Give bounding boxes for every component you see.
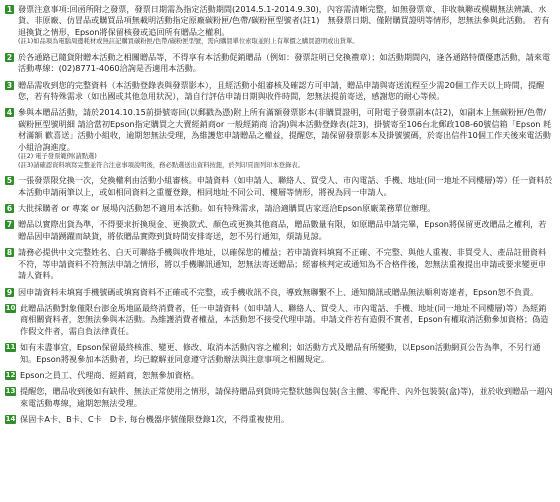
list-item xyxy=(5,303,554,337)
item-number-badge: 7 xyxy=(6,220,13,230)
item-number-badge: 5 xyxy=(6,176,13,186)
list-item-text: 因申請資料未填寫手機號碼或填寫資料不正確或不完整，或手機收訊不良，導致無聯繫不上、通知簡訊或贈品無法順利寄達者，Epson恕不負責。 xyxy=(18,286,539,297)
list-item-note: (註1)如品項為電腦周邊耗材或無註記購買碳粉匣/色帶/碳粉匣型號，需向購買單位索取並附上有單價之購買證明或出貨單。 xyxy=(18,38,359,46)
list-item-text: 大批採購者 or 專案 or 展場內活動恕不適用本活動。如有特殊需求，請洽適購買店家逕洽Epson原廠業務單位辦理。 xyxy=(18,203,436,214)
list-item-body xyxy=(20,370,554,381)
list-item-text: 保固卡A卡、B卡、C卡 D卡, 每台機器序號僅限登錄1次，不得重複使用。 xyxy=(20,414,290,425)
item-number-badge: 8 xyxy=(6,248,13,258)
list-item-body xyxy=(20,386,554,409)
list-item-text: 一張發票限兌換一次，兌換權利由活動小組審核。申請資料（如申請人、聯絡人、買受人、市內電話、手機、地址(同一地址不同樓層)等）任一資料於本活動申請兩筆以上，或如相同資料之重覆登錄，相同地址不同公司、樓層等情形，將視為同一申請人。 xyxy=(18,175,553,197)
list-item-text: Epson之員工、代理商、經銷商，恕無參加資格。 xyxy=(20,369,200,380)
list-item-text: 贈品以實際出貨為準，不得要求折換現金、更換款式、顏色或更換其他商品，贈品數量有限，如原贈品申請完畢，Epson將保留更改贈品之權利，若贈品因申請踴躍而缺貨，將依贈品實際到貨時間安排寄送，恕不另行通知，煩請見諒。 xyxy=(18,219,547,241)
list-item-body xyxy=(18,247,554,281)
list-item-text: 贈品需收到您的完整資料（本活動登錄表與發票影本），且經活動小組審核及確認方可申請，贈品申請與寄送流程至少需20個工作天以上時間，提醒您，若有特殊需求（如出國或其他急用狀況），請自行評估申請日期與收件時間，恕無法提前寄送，感謝您的耐心等候。 xyxy=(18,79,545,102)
list-item xyxy=(5,80,554,103)
list-item-body xyxy=(18,4,554,47)
item-number-badge: 14 xyxy=(5,415,16,424)
list-item-body xyxy=(18,203,554,214)
item-number-badge: 9 xyxy=(6,287,13,297)
list-item-body xyxy=(20,414,554,425)
list-item xyxy=(5,414,554,425)
list-item xyxy=(5,4,554,47)
item-number-badge: 3 xyxy=(6,80,13,90)
list-item xyxy=(5,386,554,409)
list-item xyxy=(5,175,554,198)
list-item-text: 提醒您，贈品收到後如有缺件、無法正常使用之情形，請保持贈品到貨時完整狀態與包裝(含主體、零配件、內外包裝裝(盒)等)，並於收到贈品一週內來電活動專線，逾期恕無法受理。 xyxy=(20,386,553,408)
item-number-badge: 2 xyxy=(6,52,13,62)
list-item-note: (註3)請確認資料填寫完整並符合注意事項說明後，務必點選送出資料按鈕，於列印頁面列印本登錄表。 xyxy=(18,161,304,169)
item-number-badge: 12 xyxy=(5,370,16,379)
list-item-body xyxy=(18,52,554,75)
list-item-text: 發票注意事項:回函所附之發票，發票日期需為指定活動期間(2014.5.1-2014.9.30)，內容需清晰完整，如無發票章、非收執聯或模糊無法辨識、水貨、非原廠、仿冒品或購買品項無載明活動指定原廠碳粉匣/色帶/碳粉匣型號者(註1) 無發票日期、僅附購買證明等情形，恕無法參與此活動。 若有退換貨之情形，Epson將保留核發或追回所有贈品之權利。 xyxy=(18,4,550,37)
list-item-body xyxy=(20,342,554,365)
list-item xyxy=(5,203,554,214)
list-item-body xyxy=(18,175,554,198)
list-item-text: 此贈品活動對象僅限台澎金馬地區最終消費者，任一申請資料（如申請人、聯絡人、買受人、市內電話、手機、地址(同一地址不同樓層)等）為經銷商相關資料者，恕無法參與本活動。為維護消費者權益，本活動恕不接受代理申請。申請文件若有造假不實者，Epson有權取消活動參加資格；偽造作假文件者，需自負法律責任。 xyxy=(20,302,549,336)
list-item xyxy=(5,370,554,381)
list-item-body xyxy=(18,107,554,170)
list-item xyxy=(5,287,554,298)
item-number-badge: 4 xyxy=(6,108,13,118)
list-item xyxy=(5,247,554,281)
list-item xyxy=(5,219,554,242)
item-number-badge: 11 xyxy=(5,343,16,352)
list-item-text: 請務必提供中文完整姓名、白天可聯絡手機與收件地址，以確保您的權益；若申請資料填寫不正確、不完整、與他人重複、非買受人、產品註冊資料不符，等申請資料不符無法申請之情形，將以手機聯訊通知，恕無法寄送贈品；經審核判定或通知為不合格件後，恕無法重複提出申請或要求變更申請人資料。 xyxy=(18,247,547,281)
list-item-text: 於各通路已隨貨附贈本活動之相關贈品等，不得享有本活動促銷贈品（例如：發票註明已兌換禮章）；如活動期間內，逢各通路特價優惠活動，請來電活動專線：(02)8771-4060洽詢是否適用本活動。 xyxy=(18,51,551,74)
list-item-text: 參與本贈品活動，請於2014.10.15前掛號寄回(以郵戳為憑)附上所有滿額發票影本(非購買證明，可附電子發票副本(註2)，如副本上無碳粉匣/色帶/碳粉匣型號明細 請洽當初Epson指定購買之大賣經銷商or 一般經銷商 洽詢)與本活動登錄表(註3)，掛號寄至106台北郵政108-60號信箱「Epson 耗材滿額 歡喜送」活動小組收，逾期恕無法受理，為維護您申請贈品之權益，提醒您，請保留發票影本及掛號號碼，於寄出信件10個工作天後來電活動小組洽詢進度。 xyxy=(18,107,552,152)
item-number-badge: 10 xyxy=(5,303,16,312)
list-item xyxy=(5,107,554,170)
list-item-text: 如有未盡事宜，Epson保留最終核准、變更、修改、取消本活動內容之權利；如活動方式及贈品有所變動，以Epson活動網頁公告為準，不另行通知。Epson將視參加本活動者，均已瞭解並同意遵守活動辦法與注意事項之相關規定。 xyxy=(20,342,541,364)
list-item xyxy=(5,52,554,75)
item-number-badge: 1 xyxy=(6,5,13,14)
item-number-badge: 6 xyxy=(6,204,13,214)
list-item xyxy=(5,342,554,365)
list-item-body xyxy=(18,80,554,103)
list-item-body xyxy=(18,287,554,298)
e-invoice-example-link[interactable]: (註2) 電子發票範例(請點選) xyxy=(18,153,97,161)
list-item-body xyxy=(20,303,554,337)
list-item-body xyxy=(18,219,554,242)
item-number-badge: 13 xyxy=(5,387,16,396)
